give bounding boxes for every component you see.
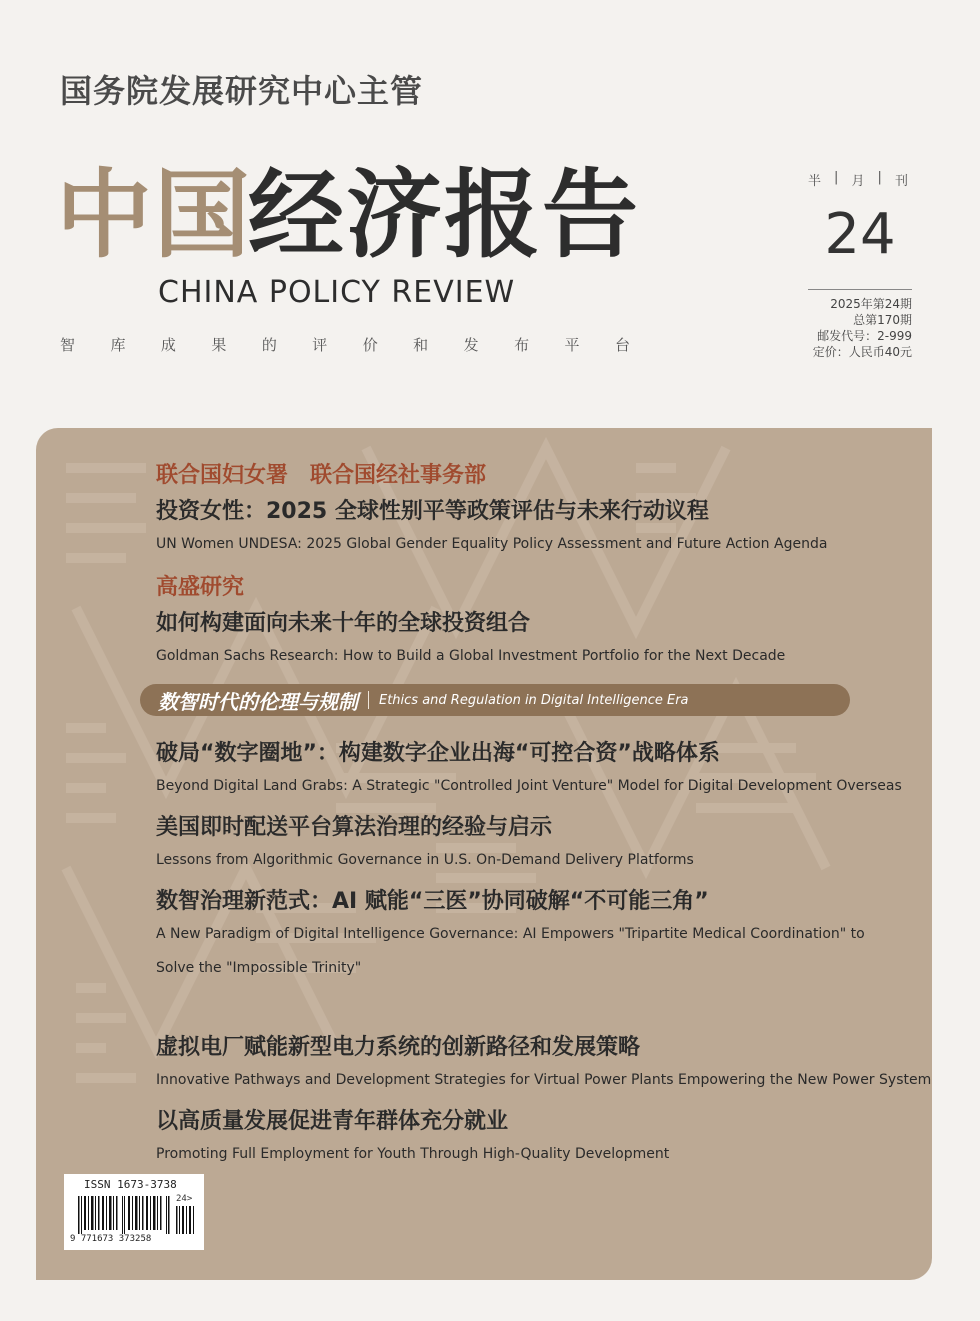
article-5-title-en-line1[interactable]: A New Paradigm of Digital Intelligence Governance: AI Empowers "Tripartite Medical Coordination" to [156, 926, 865, 942]
article-2-title-en[interactable]: Goldman Sachs Research: How to Build a Global Investment Portfolio for the Next Decade [156, 648, 786, 664]
period-char: 月 [851, 174, 865, 189]
masthead-zh-main: 经济报告 [248, 159, 640, 271]
barcode-bars [78, 1196, 170, 1234]
issue-meta-price: 定价：人民币40元 [812, 345, 912, 359]
article-3-title-zh[interactable]: 破局“数字圈地”：构建数字企业出海“可控合资”战略体系 [156, 741, 720, 766]
article-5-title-zh[interactable]: 数智治理新范式：AI 赋能“三医”协同破解“不可能三角” [156, 889, 709, 914]
article-7-title-en[interactable]: Promoting Full Employment for Youth Through High-Quality Development [156, 1146, 670, 1162]
masthead [56, 160, 676, 280]
sponsor-line: 国务院发展研究中心主管 [60, 72, 424, 110]
section-title-zh: 数智时代的伦理与规制 [158, 689, 358, 714]
slogan-char: 价 [362, 336, 378, 354]
slogan-char: 平 [564, 336, 580, 354]
article-1-title-en[interactable]: UN Women UNDESA: 2025 Global Gender Equality Policy Assessment and Future Action Agenda [156, 536, 828, 552]
slogan-char: 发 [463, 336, 479, 354]
section-title-en: Ethics and Regulation in Digital Intelligence Era [379, 692, 689, 708]
slogan-char: 评 [312, 336, 328, 354]
slogan-char: 成 [160, 336, 176, 354]
masthead-en: CHINA POLICY REVIEW [158, 275, 516, 310]
period-sep: | [834, 170, 839, 185]
contents-panel [36, 428, 932, 1280]
article-6-title-zh[interactable]: 虚拟电厂赋能新型电力系统的创新路径和发展策略 [156, 1035, 641, 1060]
article-5-title-en-line2[interactable]: Solve the "Impossible Trinity" [156, 960, 362, 976]
slogan-char: 智 [60, 336, 76, 354]
barcode-digits: 9 771673 373258 [70, 1234, 152, 1244]
slogan [60, 334, 630, 355]
slogan-char: 台 [614, 336, 630, 354]
slogan-char: 果 [211, 336, 227, 354]
issue-meta-total: 总第170期 [853, 313, 912, 327]
period-char: 半 [808, 174, 822, 189]
slogan-char: 和 [413, 336, 429, 354]
article-1-title-zh[interactable]: 投资女性：2025 全球性别平等政策评估与未来行动议程 [156, 499, 709, 524]
article-2-org: 高盛研究 [156, 575, 245, 600]
issue-info [808, 170, 912, 360]
barcode-addon-bars [176, 1206, 196, 1236]
issue-divider [808, 289, 912, 290]
article-4-title-en[interactable]: Lessons from Algorithmic Governance in U.S. On-Demand Delivery Platforms [156, 852, 694, 868]
masthead-zh-accent: 中国 [56, 159, 252, 271]
slogan-char: 库 [110, 336, 126, 354]
period-char: 刊 [894, 174, 908, 189]
slogan-char: 的 [261, 336, 277, 354]
article-7-title-zh[interactable]: 以高质量发展促进青年群体充分就业 [156, 1109, 509, 1134]
issue-meta-postal: 邮发代号：2-999 [817, 329, 912, 343]
issn-barcode [64, 1174, 204, 1250]
article-4-title-zh[interactable]: 美国即时配送平台算法治理的经验与启示 [156, 815, 553, 840]
article-1-org: 联合国妇女署 联合国经社事务部 [156, 463, 487, 488]
section-banner [140, 684, 850, 716]
period-sep: | [877, 170, 882, 185]
barcode-addon: 24> [176, 1194, 193, 1204]
issn-label: ISSN 1673-3738 [84, 1178, 177, 1191]
publication-period [808, 170, 908, 189]
contents-list [36, 428, 932, 1280]
issue-number: 24 [824, 202, 896, 267]
article-6-title-en[interactable]: Innovative Pathways and Development Strategies for Virtual Power Plants Empowering the New Power System [156, 1072, 932, 1088]
issue-meta-year: 2025年第24期 [830, 297, 912, 311]
slogan-char: 布 [514, 336, 530, 354]
article-3-title-en[interactable]: Beyond Digital Land Grabs: A Strategic "Controlled Joint Venture" Model for Digital Development Overseas [156, 778, 902, 794]
article-2-title-zh[interactable]: 如何构建面向未来十年的全球投资组合 [156, 611, 531, 636]
section-separator [368, 691, 369, 709]
